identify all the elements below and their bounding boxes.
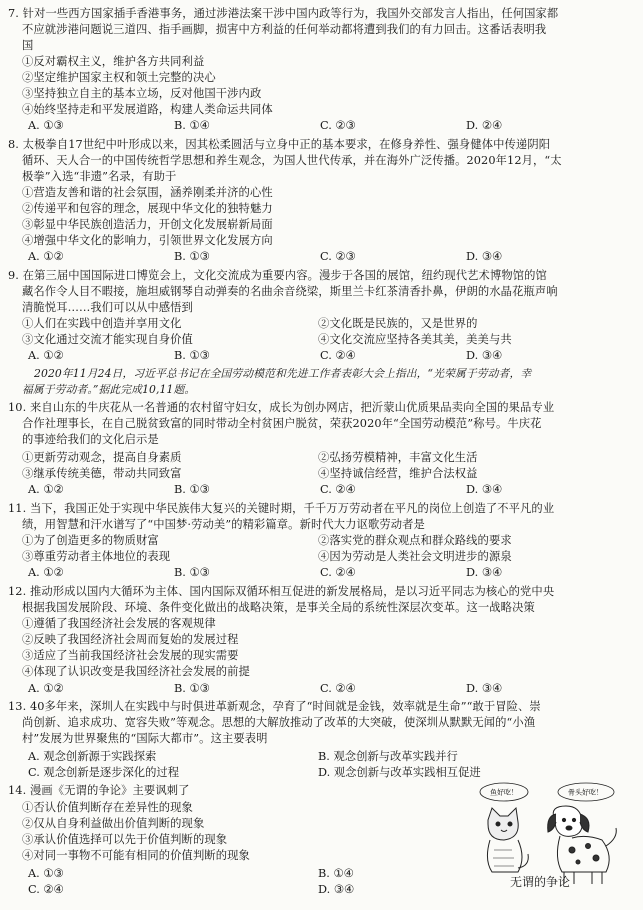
q11-choice-a[interactable]: A. ①② — [28, 566, 64, 579]
q13-stem-line1: 13. 40多年来，深圳人在实践中与时俱进革新观念，孕育了“时间就是金钱，效率就是生命”“敢于冒险、崇 — [8, 700, 541, 713]
q14-item-4: ④对同一事物不可能有相同的价值判断的现象 — [22, 849, 250, 862]
q9-item-1: ①人们在实践中创造并享用文化 — [22, 317, 182, 330]
q8-choice-c[interactable]: C. ②③ — [320, 250, 356, 263]
q7-item-4: ④始终坚持走和平发展道路，构建人类命运共同体 — [22, 103, 273, 116]
q7-item-2: ②坚定维护国家主权和领土完整的决心 — [22, 71, 216, 84]
q14-item-1: ①否认价值判断存在差异性的现象 — [22, 801, 193, 814]
q12-item-3: ③适应了当前我国经济社会发展的现实需要 — [22, 649, 239, 662]
q11-item-1: ①为了创造更多的物质财富 — [22, 534, 159, 547]
q10-choice-b[interactable]: B. ①③ — [174, 483, 210, 496]
q13-choice-a[interactable]: A. 观念创新源于实践探索 — [28, 750, 157, 763]
q8-item-3: ③彰显中华民族创造活力，开创文化发展崭新局面 — [22, 218, 273, 231]
q10-item-4: ④坚持诚信经营，维护合法权益 — [318, 467, 478, 480]
q10-choice-a[interactable]: A. ①② — [28, 483, 64, 496]
q13-choice-c[interactable]: C. 观念创新是逐步深化的过程 — [28, 766, 179, 779]
q7-item-1: ①反对霸权主义，维护各方共同利益 — [22, 55, 205, 68]
q10-item-2: ②弘扬劳模精神，丰富文化生活 — [318, 451, 478, 464]
q10-item-3: ③继承传统美德，带动共同致富 — [22, 467, 182, 480]
q7-stem-line2: 不应就涉港问题说三道四、指手画脚，损害中方利益的任何举动都将遭到我们的有力回击。这番话表明我 — [22, 23, 547, 36]
q9-stem-line2: 藏名作令人目不暇接，施坦威钢琴自动弹奏的名曲余音绕梁，斯里兰卡红茶清香扑鼻，伊朗的水晶花瓶声响 — [22, 285, 558, 298]
q9-choice-b[interactable]: B. ①③ — [174, 349, 210, 362]
q14-choice-a[interactable]: A. ①③ — [28, 867, 64, 880]
q10-11-intro-line2: 福属于劳动者。”据此完成10,11题。 — [22, 383, 196, 396]
q14-stem-line1: 14. 漫画《无谓的争论》主要讽刺了 — [8, 784, 190, 797]
q8-stem-line1: 8. 太极拳自17世纪中叶形成以来，因其松柔圆活与立身中正的基本要求，在修身养性、强身健体中传递阴阳 — [8, 138, 551, 151]
q9-choice-a[interactable]: A. ①② — [28, 349, 64, 362]
cat-figure — [487, 808, 528, 872]
q12-stem-line1: 12. 推动形成以国内大循环为主体、国内国际双循环相互促进的新发展格局，是以习近平同志为核心的党中央 — [8, 585, 555, 598]
q13-stem-line2: 尚创新、追求成功、宽容失败”等观念。思想的大解放推动了改革的大突破，使深圳从默默无闻的“小渔 — [22, 716, 536, 729]
q8-stem-line2: 循环、天人合一的中国传统哲学思想和养生观念，为国人世代传承，并在海外广泛传播。2020年12月，“太 — [22, 154, 562, 167]
q10-choice-d[interactable]: D. ③④ — [466, 483, 503, 496]
q14-item-3: ③承认价值选择可以先于价值判断的现象 — [22, 833, 228, 846]
q7-stem-line3: 国 — [22, 39, 34, 52]
q9-item-3: ③文化通过交流才能实现自身价值 — [22, 333, 193, 346]
q11-choice-c[interactable]: C. ②④ — [320, 566, 356, 579]
q7-choice-c[interactable]: C. ②③ — [320, 119, 356, 132]
q10-choice-c[interactable]: C. ②④ — [320, 483, 356, 496]
q13-choice-d[interactable]: D. 观念创新与改革实践相互促进 — [318, 766, 481, 779]
q11-choice-b[interactable]: B. ①③ — [174, 566, 210, 579]
q12-stem-line2: 根据我国发展阶段、环境、条件变化做出的战略决策，是事关全局的系统性深层次变革。这一战略决策 — [22, 601, 535, 614]
q9-item-2: ②文化既是民族的，又是世界的 — [318, 317, 478, 330]
cartoon-caption: 无谓的争论 — [510, 875, 571, 889]
q14-choice-d[interactable]: D. ③④ — [318, 883, 355, 896]
q11-stem-line1: 11. 当下，我国正处于实现中华民族伟大复兴的关键时期，千千万万劳动者在平凡的岗位上创造了不平凡的业 — [8, 502, 555, 515]
q8-choice-d[interactable]: D. ③④ — [466, 250, 503, 263]
q9-item-4: ④文化交流应坚持各美其美，美美与共 — [318, 333, 512, 346]
q8-stem-line3: 极拳”入选“非遗”名录，有助于 — [22, 170, 177, 183]
q7-stem-line1: 7. 针对一些西方国家插手香港事务，通过涉港法案干涉中国内政等行为，我国外交部发言人指出，任何国家都 — [8, 7, 559, 20]
q8-item-2: ②传递平和包容的理念，展现中华文化的独特魅力 — [22, 202, 273, 215]
q11-item-3: ③尊重劳动者主体地位的表现 — [22, 550, 171, 563]
q11-item-2: ②落实党的群众观点和群众路线的要求 — [318, 534, 512, 547]
q7-choice-d[interactable]: D. ②④ — [466, 119, 503, 132]
q14-choice-c[interactable]: C. ②④ — [28, 883, 64, 896]
q9-choice-d[interactable]: D. ③④ — [466, 349, 503, 362]
q12-item-2: ②反映了我国经济社会周而复始的发展过程 — [22, 633, 239, 646]
q8-choice-a[interactable]: A. ①② — [28, 250, 64, 263]
q7-choice-a[interactable]: A. ①③ — [28, 119, 64, 132]
q9-stem-line1: 9. 在第三届中国国际进口博览会上，文化交流成为重要内容。漫步于各国的展馆，纽约现代艺术博物馆的馆 — [8, 269, 547, 282]
q11-choice-d[interactable]: D. ③④ — [466, 566, 503, 579]
q11-stem-line2: 绩，用智慧和汗水谱写了“中国梦·劳动美”的精彩篇章。新时代大力讴歌劳动者是 — [22, 518, 425, 531]
q12-choice-a[interactable]: A. ①② — [28, 682, 64, 695]
q8-item-4: ④增强中华文化的影响力，引领世界文化发展方向 — [22, 234, 273, 247]
q12-item-1: ①遵循了我国经济社会发展的客观规律 — [22, 617, 216, 630]
q10-11-intro-line1: 2020年11月24日，习近平总书记在全国劳动模范和先进工作者表彰大会上指出，“光荣属于劳动者，幸 — [34, 367, 532, 380]
q9-choice-c[interactable]: C. ②④ — [320, 349, 356, 362]
q10-item-1: ①更新劳动观念，提高自身素质 — [22, 451, 182, 464]
q8-choice-b[interactable]: B. ①③ — [174, 250, 210, 263]
q11-item-4: ④因为劳动是人类社会文明进步的源泉 — [318, 550, 512, 563]
q10-stem-line3: 的事迹给我们的文化启示是 — [22, 433, 159, 446]
q10-stem-line1: 10. 来自山东的牛庆花从一名普通的农村留守妇女，成长为创办网店，把沂蒙山优质果品卖向全国的果品专业 — [8, 401, 555, 414]
q12-choice-c[interactable]: C. ②④ — [320, 682, 356, 695]
bubble-right-text: 骨头好吃！ — [568, 788, 603, 797]
q12-choice-d[interactable]: D. ③④ — [466, 682, 503, 695]
q14-choice-b[interactable]: B. ①④ — [318, 867, 354, 880]
q12-item-4: ④体现了认识改变是我国经济社会发展的前提 — [22, 665, 250, 678]
q12-choice-b[interactable]: B. ①③ — [174, 682, 210, 695]
q14-item-2: ②仅从自身利益做出价值判断的现象 — [22, 817, 205, 830]
q7-choice-b[interactable]: B. ①④ — [174, 119, 210, 132]
q13-stem-line3: 村”发展为世界聚焦的“国际大都市”。这主要表明 — [22, 732, 268, 745]
q8-item-1: ①营造友善和谐的社会氛围，涵养刚柔并济的心性 — [22, 186, 273, 199]
q7-item-3: ③坚持独立自主的基本立场，反对他国干涉内政 — [22, 87, 262, 100]
q10-stem-line2: 合作社理事长，在自己脱贫致富的同时带动全村贫困户脱贫，荣获2020年“全国劳动模范”称号。牛庆花 — [22, 417, 542, 430]
q9-stem-line3: 清脆悦耳……我们可以从中感悟到 — [22, 301, 193, 314]
bubble-left-text: 鱼好吃！ — [490, 788, 518, 797]
q13-choice-b[interactable]: B. 观念创新与改革实践并行 — [318, 750, 458, 763]
